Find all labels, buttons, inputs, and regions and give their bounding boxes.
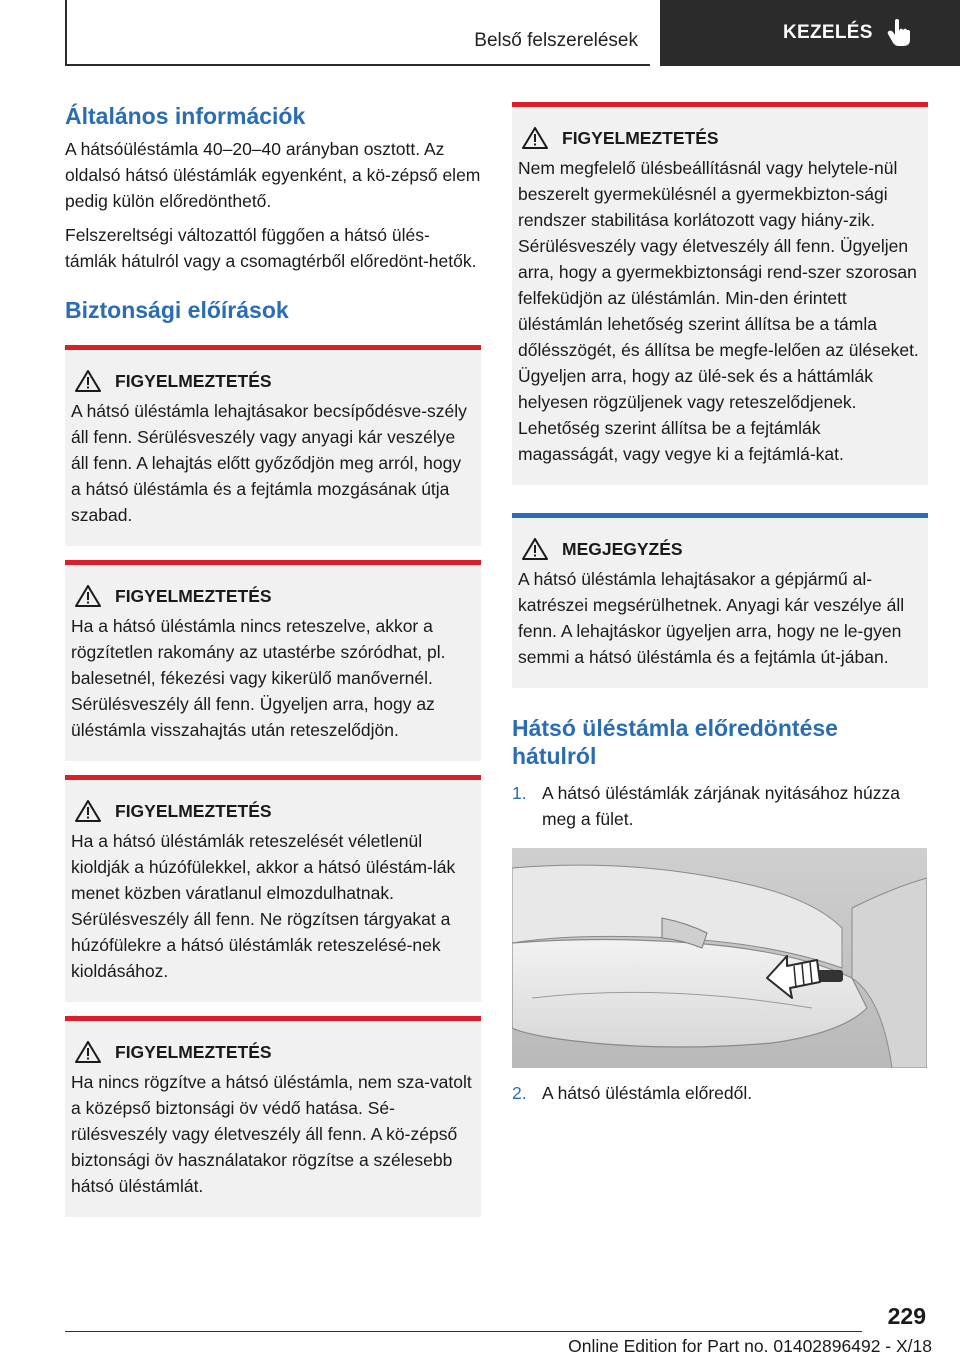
- warning-text: Ha a hátsó üléstámla nincs reteszelve, akkor a rögzítetlen rakomány az utastérbe szóródhat, pl. balesetnél, fékezési vagy kikerülő manővernél. Sérülésveszély áll fenn. Ügyeljen arra, hogy az üléstámla visszahajtás után reteszelődjön.: [71, 616, 446, 740]
- general-info-heading: Általános információk: [65, 103, 306, 129]
- step-item: [512, 1080, 928, 1106]
- warning-label: FIGYELMEZTETÉS: [115, 370, 272, 391]
- header-section-title: Belső felszerelések: [474, 30, 638, 51]
- warning-triangle-icon: [75, 585, 101, 607]
- warning-text: Nem megfelelő ülésbeállításnál vagy helytele-nül beszerelt gyermekülésnél a gyermekbizton-sági rendszer stabilitása korlátozott vagy hiány-zik. Sérülésveszély vagy életveszély áll fenn. Ügyeljen arra, hogy a gyermekbiztonsági rend-szer szorosan felfeküdjön az üléstámlán. Min-den érintett üléstámlán lehetőség szerint állítsa be a támla dőlésszögét, és állítsa be megfe-lelően az üléseket. Ügyeljen arra, hogy az ülé-sek és a háttámlák helyesen rögzüljenek vagy reteszelődjenek. Lehetőség szerint állítsa be a fejtámlák magasságát, vagy vegye ki a fejtámlá-kat.: [518, 158, 919, 464]
- page-header: [0, 0, 960, 66]
- warning-triangle-icon: [522, 127, 548, 149]
- step-item: [512, 780, 928, 832]
- left-column: [65, 102, 481, 1217]
- warning-box: [65, 775, 481, 1002]
- safety-heading: Biztonsági előírások: [65, 297, 289, 323]
- note-text: A hátsó üléstámla lehajtásakor a gépjármű al-katrészei megsérülhetnek. Anyagi kár veszélye áll fenn. A lehajtáskor ügyeljen arra, hogy ne le-gyen semmi a hátsó üléstámla és a fejtámla út-jában.: [518, 569, 905, 667]
- rear-seat-illustration: [512, 848, 927, 1068]
- warning-label: FIGYELMEZTETÉS: [115, 800, 272, 821]
- warning-label: FIGYELMEZTETÉS: [115, 1041, 272, 1062]
- warning-box: [65, 560, 481, 761]
- warning-box: [65, 1016, 481, 1217]
- header-rule-vertical: [65, 0, 67, 66]
- warning-triangle-icon: [75, 800, 101, 822]
- warning-triangle-icon: [522, 538, 548, 560]
- pointing-hand-icon: [887, 19, 911, 47]
- footer-edition: Online Edition for Part no. 01402896492 - X/18: [568, 1336, 932, 1356]
- header-rule-horizontal: [65, 64, 650, 66]
- seat-illustration-drawing: [512, 848, 927, 1068]
- warning-label: FIGYELMEZTETÉS: [562, 127, 719, 148]
- step-text: A hátsó üléstámlák zárjának nyitásához húzza meg a fület.: [542, 783, 900, 829]
- header-chapter-tab: [660, 0, 960, 66]
- step-number: 2.: [512, 1083, 527, 1103]
- warning-text: A hátsó üléstámla lehajtásakor becsípődésve-szély áll fenn. Sérülésveszély vagy anyagi kár veszélye áll fenn. A lehajtás előtt győződjön meg arról, hogy a hátsó üléstámla és a fejtámla mozgásának útja szabad.: [71, 401, 467, 525]
- general-info-paragraph-2: Felszereltségi változattól függően a hátsó ülés-támlák hátulról vagy a csomagtérből előredönt-hetők.: [65, 225, 477, 271]
- general-info-paragraph-1: A hátsóüléstámla 40–20–40 arányban osztott. Az oldalsó hátsó üléstámlák egyenként, a kö-zépső elem pedig külön előredönthető.: [65, 139, 481, 211]
- warning-text: Ha nincs rögzítve a hátsó üléstámla, nem sza-vatolt a középső biztonsági öv védő hatása. Sé-rülésveszély vagy életveszély áll fenn. A kö-zépső biztonsági öv használatakor rögzítse a szélesebb hátsó üléstámlát.: [71, 1072, 472, 1196]
- note-box: [512, 513, 928, 688]
- right-column: [512, 102, 928, 1106]
- warning-box: [65, 345, 481, 546]
- note-label: MEGJEGYZÉS: [562, 538, 683, 559]
- warning-label: FIGYELMEZTETÉS: [115, 585, 272, 606]
- header-chapter-label: KEZELÉS: [783, 22, 873, 43]
- step-text: A hátsó üléstámla előredől.: [542, 1083, 753, 1103]
- warning-text: Ha a hátsó üléstámlák reteszelését véletlenül kioldják a húzófülekkel, akkor a hátsó üléstám-lák menet közben váratlanul elmozdulhatnak. Sérülésveszély áll fenn. Ne rögzítsen tárgyakat a húzófülekre a hátsó üléstámlák reteszelésé-nek kioldásához.: [71, 831, 456, 981]
- warning-triangle-icon: [75, 370, 101, 392]
- footer-rule: [65, 1331, 862, 1332]
- step-number: 1.: [512, 783, 527, 803]
- warning-triangle-icon: [75, 1041, 101, 1063]
- warning-box: [512, 102, 928, 485]
- section-heading: Hátsó üléstámla előredöntése hátulról: [512, 715, 838, 769]
- page-number: 229: [887, 1303, 926, 1329]
